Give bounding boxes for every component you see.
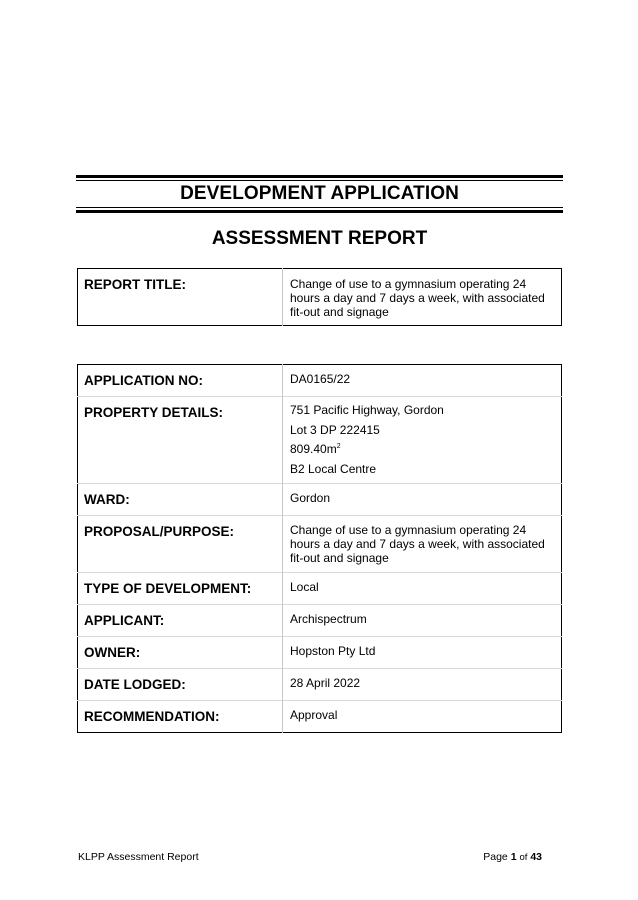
table-row: [78, 365, 562, 397]
footer-page-of: of: [519, 852, 528, 863]
table-row: [78, 637, 562, 669]
table-row: [78, 573, 562, 605]
property-details-label: PROPERTY DETAILS:: [78, 397, 283, 484]
table-row: [78, 605, 562, 637]
recommendation-label: RECOMMENDATION:: [78, 701, 283, 733]
applicant-value: Archispectrum: [283, 605, 562, 637]
footer-page-current: 1: [510, 851, 517, 863]
table-row: [78, 701, 562, 733]
owner-label: OWNER:: [78, 637, 283, 669]
report-title-table: [77, 268, 562, 326]
property-lot: Lot 3 DP 222415: [290, 422, 380, 437]
proposal-value: Change of use to a gymnasium operating 24 hours a day and 7 days a week, with associated fit-out and signage: [283, 516, 562, 573]
owner-value: Hopston Pty Ltd: [283, 637, 562, 669]
bottom-rule-thick: [76, 210, 563, 213]
footer-page-number: [483, 851, 542, 863]
table-row: [78, 269, 562, 326]
main-title: DEVELOPMENT APPLICATION: [180, 183, 459, 204]
application-no-value: DA0165/22: [290, 372, 351, 386]
date-lodged-value: 28 April 2022: [283, 669, 562, 701]
application-no-label: APPLICATION NO:: [78, 365, 283, 397]
footer-page-word: Page: [483, 851, 508, 863]
footer-report-name: KLPP Assessment Report: [78, 851, 199, 863]
sub-title: ASSESSMENT REPORT: [211, 228, 428, 249]
title-band: [76, 175, 563, 213]
property-details-value: [283, 397, 562, 484]
development-type-value: Local: [283, 573, 562, 605]
development-type-label: TYPE OF DEVELOPMENT:: [78, 573, 283, 605]
ward-value: Gordon: [283, 484, 562, 516]
report-title-value: Change of use to a gymnasium operating 24 hours a day and 7 days a week, with associated fit-out and signage: [290, 277, 545, 319]
property-area-unit-sup: 2: [336, 443, 341, 450]
property-area: [290, 440, 553, 460]
table-row: [78, 484, 562, 516]
table-row: [78, 516, 562, 573]
proposal-label: PROPOSAL/PURPOSE:: [78, 516, 283, 573]
ward-label: WARD:: [78, 484, 283, 516]
table-row: [78, 397, 562, 484]
property-area-value: 809.40m: [290, 442, 337, 456]
date-lodged-label: DATE LODGED:: [78, 669, 283, 701]
property-address: 751 Pacific Highway, Gordon: [290, 403, 444, 417]
application-details-table: [77, 364, 562, 733]
table-row: [78, 669, 562, 701]
property-zone: B2 Local Centre: [290, 461, 377, 476]
recommendation-value: Approval: [283, 701, 562, 733]
bottom-rule-thin: [76, 207, 563, 208]
top-rule-thick: [76, 175, 563, 178]
applicant-label: APPLICANT:: [78, 605, 283, 637]
footer-page-total: 43: [530, 851, 542, 863]
report-title-label: REPORT TITLE:: [78, 269, 283, 326]
